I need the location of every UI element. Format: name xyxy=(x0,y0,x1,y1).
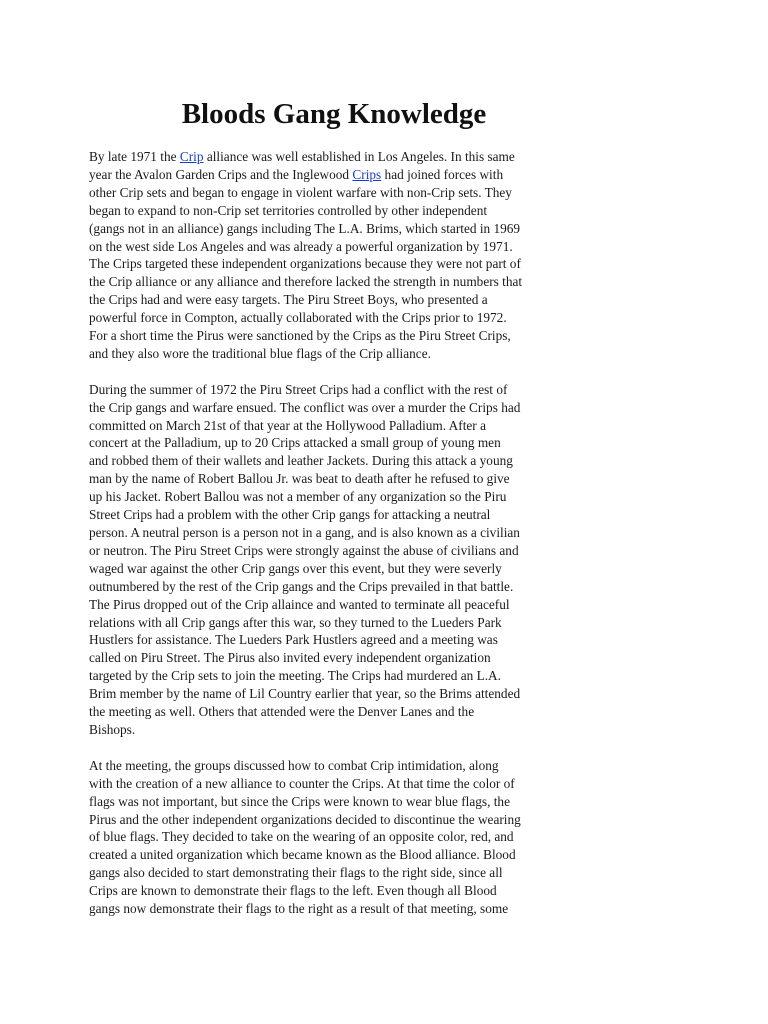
paragraph xyxy=(89,757,581,918)
text-run: the meeting as well. Others that attended were the Denver Lanes and the xyxy=(89,704,475,720)
text-run: and they also wore the traditional blue flags of the Crip alliance. xyxy=(89,345,431,361)
text-line xyxy=(89,417,581,435)
text-run: or neutron. The Piru Street Crips were strongly against the abuse of civilians and xyxy=(89,542,519,558)
text-line xyxy=(89,828,581,846)
text-run: other Crip sets and began to engage in violent warfare with non-Crip sets. They xyxy=(89,184,512,200)
text-line xyxy=(89,399,581,417)
text-run: called on Piru Street. The Pirus also invited every independent organization xyxy=(89,650,491,666)
text-run: targeted by the Crip sets to join the meeting. The Crips had murdered an L.A. xyxy=(89,668,501,684)
link-crips[interactable]: Crips xyxy=(352,166,382,182)
text-run: created a united organization which became known as the Blood alliance. Blood xyxy=(89,847,516,863)
text-line xyxy=(89,775,581,793)
text-line xyxy=(89,381,581,399)
text-line xyxy=(89,596,581,614)
text-run: By late 1971 the xyxy=(89,149,180,164)
text-line xyxy=(89,470,581,488)
text-line xyxy=(89,882,581,900)
text-run: gangs now demonstrate their flags to the right as a result of that meeting, some xyxy=(89,901,509,917)
text-line xyxy=(89,452,581,470)
text-line xyxy=(89,524,581,542)
text-run: The Crips targeted these independent organizations because they were not part of xyxy=(89,256,521,272)
text-run: Pirus and the other independent organizations decided to discontinue the wearing xyxy=(89,811,521,827)
text-run: committed on March 21st of that year at the Hollywood Palladium. After a xyxy=(89,417,486,433)
paragraph xyxy=(89,381,581,739)
text-line xyxy=(89,578,581,596)
text-run: For a short time the Pirus were sanctioned by the Crips as the Piru Street Crips, xyxy=(89,328,511,344)
text-line xyxy=(89,667,581,685)
text-run: the Crips had and were easy targets. The Piru Street Boys, who presented a xyxy=(89,292,488,308)
text-run: on the west side Los Angeles and was already a powerful organization by 1971. xyxy=(89,238,513,254)
text-line xyxy=(89,148,581,166)
text-run: up his Jacket. Robert Ballou was not a member of any organization so the Piru xyxy=(89,489,507,505)
text-line xyxy=(89,238,581,256)
text-line xyxy=(89,846,581,864)
text-line xyxy=(89,793,581,811)
text-line xyxy=(89,631,581,649)
text-run: Hustlers for assistance. The Lueders Park Hustlers agreed and a meeting was xyxy=(89,632,498,648)
text-run: The Pirus dropped out of the Crip allaince and wanted to terminate all peaceful xyxy=(89,596,510,612)
text-run: relations with all Crip gangs after this war, so they turned to the Lueders Park xyxy=(89,614,502,630)
text-run: gangs also decided to start demonstrating their flags to the right side, since all xyxy=(89,865,503,881)
page-title: Bloods Gang Knowledge xyxy=(181,98,487,130)
text-run: waged war against the other Crip gangs over this event, but they were severly xyxy=(89,560,502,576)
text-line xyxy=(89,703,581,721)
text-line xyxy=(89,614,581,632)
text-line xyxy=(89,220,581,238)
text-line xyxy=(89,166,581,184)
text-run: had joined forces with xyxy=(381,166,504,182)
text-line xyxy=(89,273,581,291)
text-line xyxy=(89,255,581,273)
text-run: the Crip alliance or any alliance and therefore lacked the strength in numbers that xyxy=(89,274,523,290)
text-line xyxy=(89,757,581,775)
text-line xyxy=(89,721,581,739)
text-run: year the Avalon Garden Crips and the Inglewood xyxy=(89,166,353,182)
paragraph xyxy=(89,148,581,363)
text-run: Brim member by the name of Lil Country earlier that year, so the Brims attended xyxy=(89,686,521,702)
text-line xyxy=(89,685,581,703)
text-line xyxy=(89,291,581,309)
document-body xyxy=(89,148,581,936)
text-run: with the creation of a new alliance to counter the Crips. At that time the color of xyxy=(89,775,515,791)
text-line xyxy=(89,309,581,327)
text-run: of blue flags. They decided to take on the wearing of an opposite color, red, and xyxy=(89,829,514,845)
text-line xyxy=(89,488,581,506)
text-run: man by the name of Robert Ballou Jr. was beat to death after he refused to give xyxy=(89,471,510,487)
text-run: person. A neutral person is a person not in a gang, and is also known as a civilian xyxy=(89,525,520,541)
text-line xyxy=(89,506,581,524)
text-line xyxy=(89,345,581,363)
text-line xyxy=(89,864,581,882)
text-run: Crips are known to demonstrate their flags to the left. Even though all Blood xyxy=(89,883,497,899)
text-run: and robbed them of their wallets and leather Jackets. During this attack a young xyxy=(89,453,513,469)
text-line xyxy=(89,900,581,918)
text-run: alliance was well established in Los Angeles. In this same xyxy=(203,149,515,164)
text-run: outnumbered by the rest of the Crip gangs and the Crips prevailed in that battle. xyxy=(89,578,514,594)
text-line xyxy=(89,560,581,578)
text-run: At the meeting, the groups discussed how to combat Crip intimidation, along xyxy=(89,757,499,773)
text-line xyxy=(89,434,581,452)
text-run: Bishops. xyxy=(89,721,136,737)
text-run: powerful force in Compton, actually collaborated with the Crips prior to 1972. xyxy=(89,310,507,326)
text-line xyxy=(89,184,581,202)
text-run: flags was not important, but since the Crips were known to wear blue flags, the xyxy=(89,793,510,809)
text-run: concert at the Palladium, up to 20 Crips attacked a small group of young men xyxy=(89,435,501,451)
text-run: began to expand to non-Crip set territories controlled by other independent xyxy=(89,202,488,218)
text-line xyxy=(89,542,581,560)
text-line xyxy=(89,202,581,220)
text-run: the Crip gangs and warfare ensued. The conflict was over a murder the Crips had xyxy=(89,399,521,415)
text-run: (gangs not in an alliance) gangs including The L.A. Brims, which started in 1969 xyxy=(89,220,521,236)
text-line xyxy=(89,649,581,667)
text-run: During the summer of 1972 the Piru Street Crips had a conflict with the rest of xyxy=(89,381,508,397)
text-line xyxy=(89,811,581,829)
link-crip[interactable]: Crip xyxy=(179,149,204,164)
text-run: Street Crips had a problem with the other Crip gangs for attacking a neutral xyxy=(89,507,491,523)
text-line xyxy=(89,327,581,345)
